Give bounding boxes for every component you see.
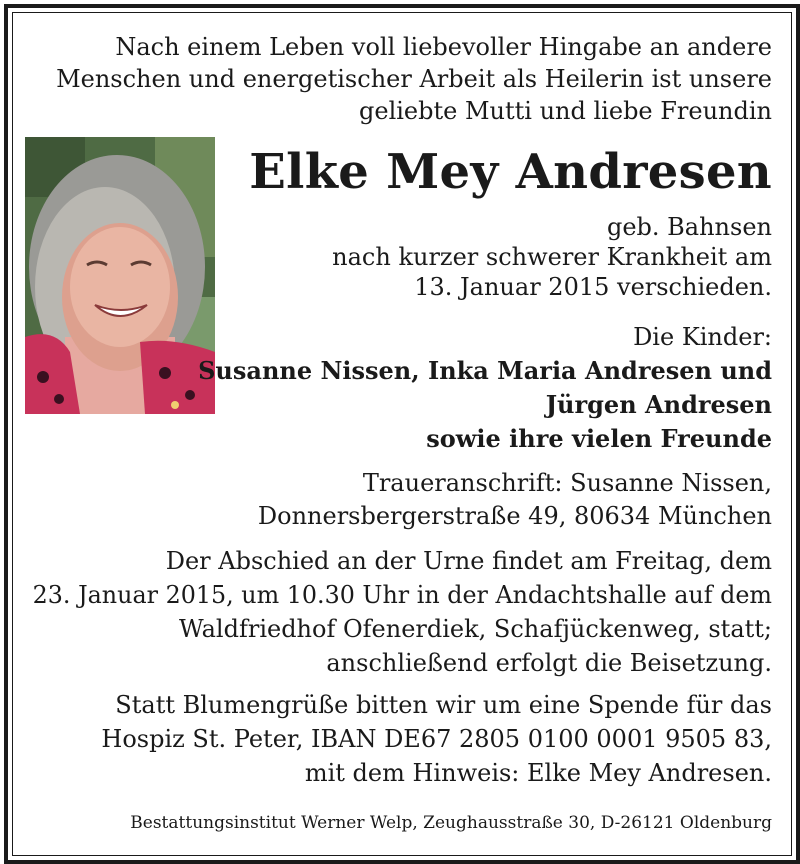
farewell-line: anschließend erfolgt die Beisetzung. xyxy=(326,649,772,677)
detail-line: 13. Januar 2015 verschieden. xyxy=(414,273,772,301)
portrait-photo xyxy=(25,137,215,414)
children-names: Jürgen Andresen xyxy=(545,390,772,419)
funeral-home-footer: Bestattungsinstitut Werner Welp, Zeughausstraße 30, D-26121 Oldenburg xyxy=(130,813,772,833)
intro-line: Nach einem Leben voll liebevoller Hingabe an andere xyxy=(115,33,772,61)
farewell-line: 23. Januar 2015, um 10.30 Uhr in der Andachtshalle auf dem xyxy=(32,581,772,609)
intro-line: geliebte Mutti und liebe Freundin xyxy=(359,97,772,125)
detail-line: nach kurzer schwerer Krankheit am xyxy=(332,243,772,271)
donation-line: Statt Blumengrüße bitten wir um eine Spende für das xyxy=(115,691,772,719)
deceased-name: Elke Mey Andresen xyxy=(249,144,772,200)
children-names: sowie ihre vielen Freunde xyxy=(426,424,772,453)
farewell-line: Waldfriedhof Ofenerdiek, Schafjückenweg, statt; xyxy=(179,615,772,643)
address-line: Donnersbergerstraße 49, 80634 München xyxy=(257,502,772,530)
children-names: Susanne Nissen, Inka Maria Andresen und xyxy=(198,356,772,385)
children-label: Die Kinder: xyxy=(633,323,772,351)
donation-line: Hospiz St. Peter, IBAN DE67 2805 0100 0001 9505 83, xyxy=(101,725,772,753)
intro-line: Menschen und energetischer Arbeit als Heilerin ist unsere xyxy=(56,65,772,93)
detail-line: geb. Bahnsen xyxy=(606,213,772,241)
farewell-line: Der Abschied an der Urne findet am Freitag, dem xyxy=(165,547,772,575)
address-line: Traueranschrift: Susanne Nissen, xyxy=(362,469,772,497)
donation-line: mit dem Hinweis: Elke Mey Andresen. xyxy=(304,759,772,787)
